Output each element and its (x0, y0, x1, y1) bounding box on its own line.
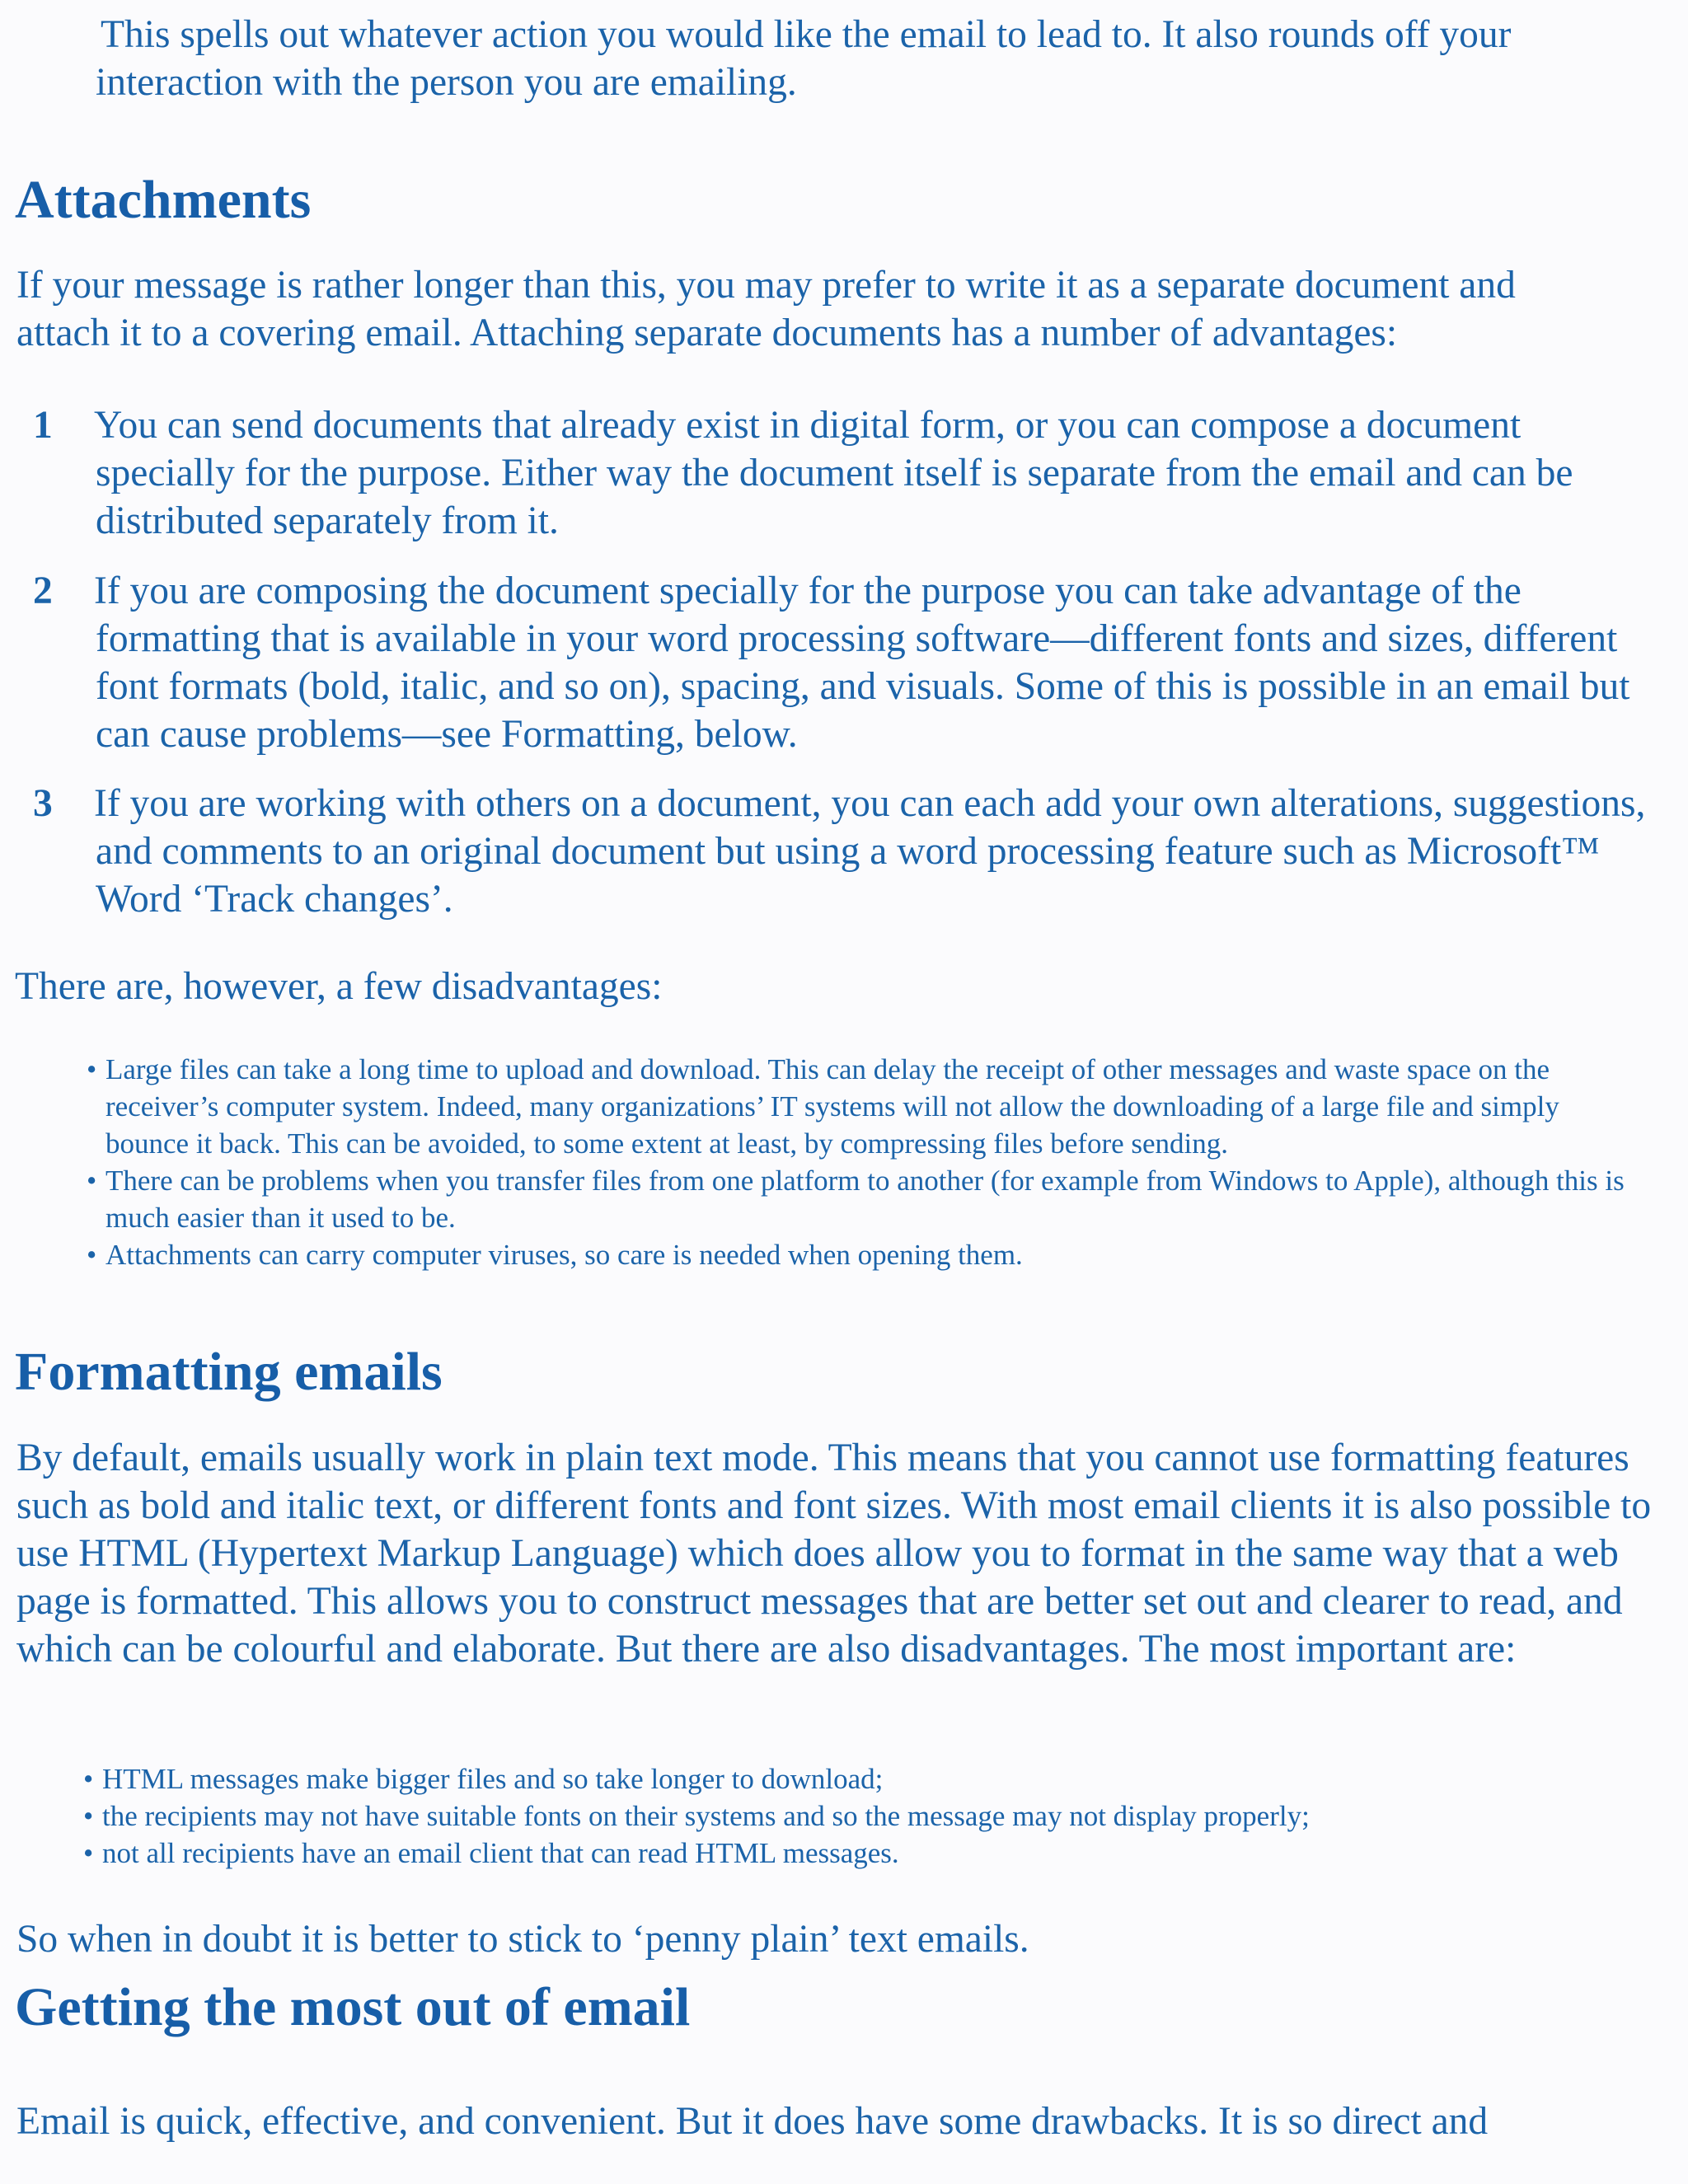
advantage-text: If you are working with others on a document, you can each add your own alterations, suggestions, and comments to an original document but using a word processing feature such as Microsoft™ Word ‘Track changes’. (94, 782, 1646, 921)
list-item (87, 1162, 1636, 1236)
list-item-text: There can be problems when you transfer files from one platform to another (for example from Windows to Apple), although this is much easier than it used to be. (106, 1165, 1625, 1234)
bullet-glyph: • (83, 1837, 94, 1869)
list-item-text: Large files can take a long time to upload and download. This can delay the receipt of other messages and waste space on the receiver’s computer system. Indeed, many organizations’ IT systems will not allow the downloading of a large file and simply bounce it back. This can be avoided, to some extent at least, by compressing files before sending. (106, 1053, 1559, 1160)
formatting-heading: Formatting emails (15, 1342, 443, 1402)
formatting-paragraph: By default, emails usually work in plain text mode. This means that you cannot use formatting features such as bold and italic text, or different fonts and font sizes. With most email clients it is also possible to use HTML (Hypertext Markup Language) which does allow you to format in the same way that a web page is formatted. This allows you to construct messages that are better set out and clearer to read, and which can be colourful and elaborate. But there are also disadvantages. The most important are: (16, 1436, 1652, 1671)
intro-paragraph: This spells out whatever action you would like the email to lead to. It also rounds off your interaction with the person you are emailing. (96, 13, 1512, 104)
list-item-text: the recipients may not have suitable fonts on their systems and so the message may not display properly; (102, 1800, 1310, 1832)
advantage-text: You can send documents that already exist in digital form, or you can compose a document specially for the purpose. Either way the document itself is separate from the email and can be distributed separately from it. (94, 404, 1573, 542)
advantage-number: 2 (33, 569, 53, 612)
bullet-glyph: • (87, 1165, 97, 1197)
list-item-text: not all recipients have an email client that can read HTML messages. (102, 1837, 899, 1869)
attachments-intro-paragraph: If your message is rather longer than this, you may prefer to write it as a separate document and attach it to a covering email. Attaching separate documents has a number of advantages: (16, 264, 1516, 354)
advantage-text: If you are composing the document specially for the purpose you can take advantage of the formatting that is available in your word processing software—different fonts and sizes, different font formats (bold, italic, and so on), spacing, and visuals. Some of this is possible in an email but can cause problems—see Formatting, below. (94, 569, 1630, 756)
advantage-number: 1 (33, 404, 53, 447)
formatting-conclusion: So when in doubt it is better to stick to ‘penny plain’ text emails. (16, 1918, 1029, 1961)
advantage-item-3 (33, 780, 1662, 923)
list-item-text: Attachments can carry computer viruses, so care is needed when opening them. (106, 1239, 1023, 1271)
list-item (83, 1760, 1633, 1797)
bullet-glyph: • (87, 1053, 97, 1085)
advantage-number: 3 (33, 782, 53, 825)
disadvantages-intro: There are, however, a few disadvantages: (15, 965, 663, 1008)
list-item (83, 1835, 1633, 1872)
list-item (83, 1797, 1633, 1835)
list-item (87, 1236, 1636, 1273)
advantage-item-2 (33, 567, 1662, 758)
attachments-heading: Attachments (15, 170, 312, 230)
getting-most-paragraph: Email is quick, effective, and convenient. But it does have some drawbacks. It is so direct and (16, 2100, 1489, 2143)
bullet-glyph: • (87, 1239, 97, 1271)
advantage-item-1 (33, 401, 1662, 545)
disadvantages-list (87, 1051, 1636, 1273)
bullet-glyph: • (83, 1763, 94, 1795)
list-item (87, 1051, 1636, 1162)
html-disadvantages-list (83, 1760, 1633, 1872)
bullet-glyph: • (83, 1800, 94, 1832)
getting-most-heading: Getting the most out of email (15, 1977, 691, 2037)
list-item-text: HTML messages make bigger files and so take longer to download; (102, 1763, 884, 1795)
